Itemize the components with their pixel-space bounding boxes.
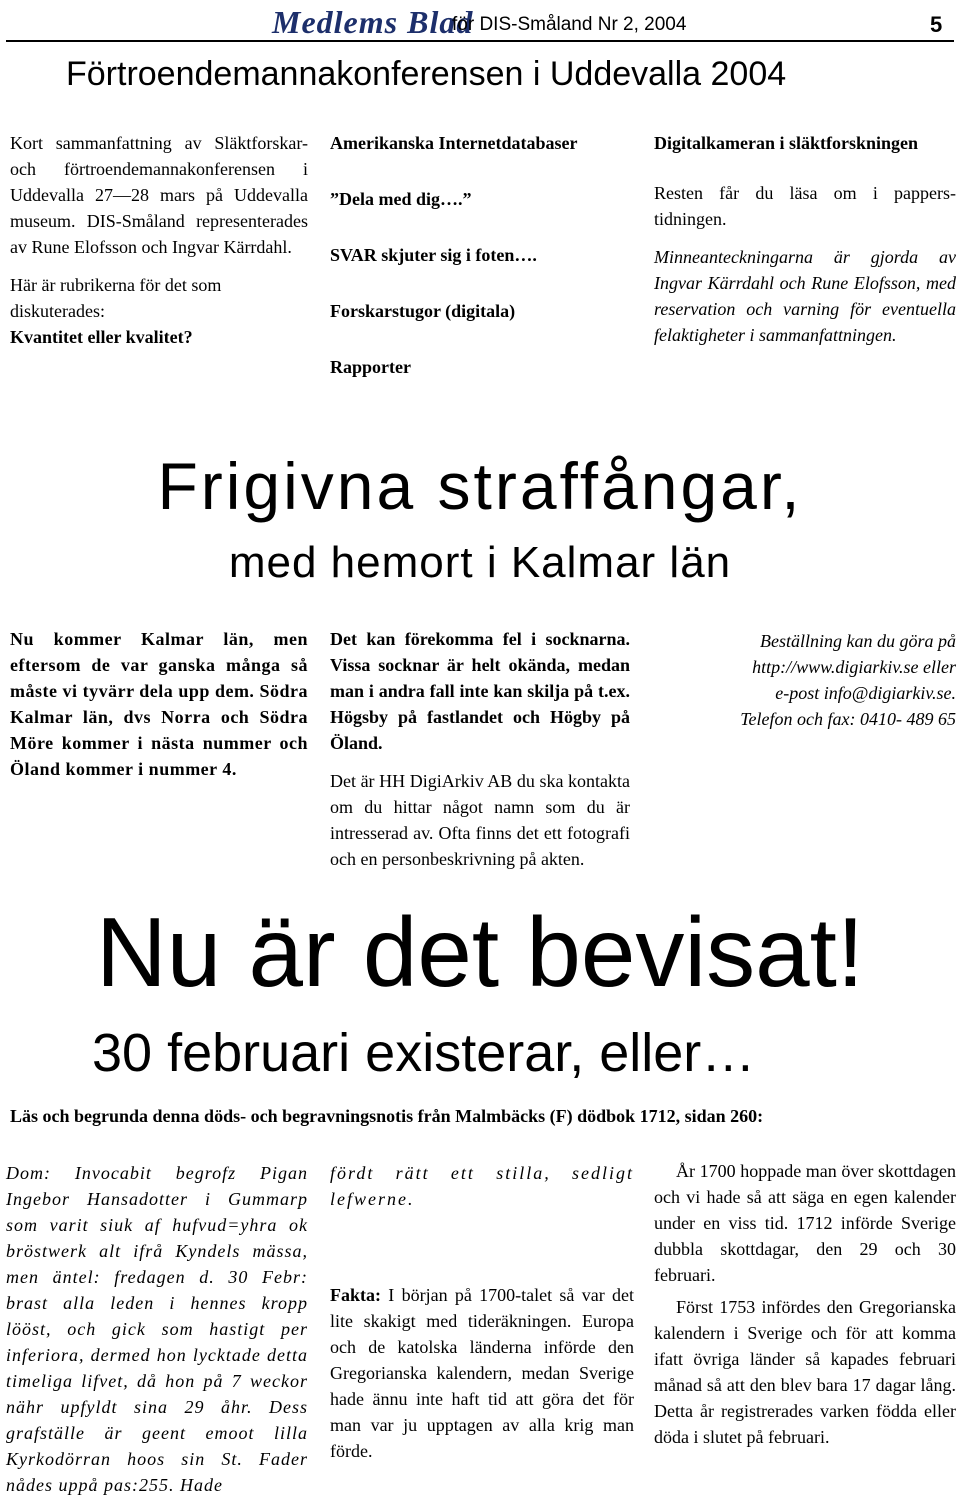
fakta-paragraph: [330, 1282, 634, 1464]
article3-intro: Läs och begrunda denna döds- och begravningsnotis från Malmbäcks (F) dödbok 1712, sidan 260:: [10, 1106, 764, 1126]
topic-item: SVAR skjuter sig i foten….: [330, 245, 537, 265]
topic-item: ”Dela med dig….”: [330, 189, 472, 209]
issue-label: för DIS-Småland Nr 2, 2004: [452, 14, 687, 35]
article3-paragraph-2: Först 1753 infördes den Gregorianska kalendern i Sverige och för att komma ifatt övriga länder så kapades februari månad så att den blev bara 17 dagar lång. Detta år registrerades varken födda eller döda i slutet på februari.: [654, 1297, 956, 1447]
contact-or: eller: [923, 657, 956, 677]
fakta-text: I början på 1700-talet så var det lite skakigt med tideräkningen. Europa och de katolska länderna införde den Gregorianska kalendern, medan Sverige hade ännu inte haft tid att göra det för man var ju upptagen av alla krig man förde.: [330, 1285, 634, 1461]
contact-email[interactable]: e-post info@digiarkiv.se.: [775, 683, 956, 703]
article3-subtitle: 30 februari existerar, eller…: [92, 1023, 756, 1083]
order-info: Beställning kan du göra på: [760, 631, 956, 651]
article1-title: Förtroendemannakonferensen i Uddevalla 2004: [66, 55, 787, 93]
article3-title: Nu är det bevisat!: [96, 897, 865, 1007]
topic-item: Forskarstugor (digitala): [330, 301, 516, 321]
contact-url[interactable]: http://www.digiarkiv.se: [752, 657, 919, 677]
article2-column-3: [654, 628, 956, 732]
article2-title: Frigivna straffångar,: [157, 449, 803, 523]
newsletter-logo: Medlems Blad: [272, 4, 474, 40]
topic-item: Kvantitet eller kvalitet?: [10, 327, 193, 347]
article2-subtitle: med hemort i Kalmar län: [228, 538, 732, 587]
article2-column-2: [330, 626, 630, 872]
fakta-label: Fakta:: [330, 1285, 381, 1305]
quote-continuation: fördt rätt ett stilla, sedligt lefwerne.: [330, 1163, 634, 1209]
contact-phone: Telefon och fax: 0410- 489 65: [740, 709, 956, 729]
header-rule: [6, 40, 954, 42]
topic-item: Rapporter: [330, 357, 411, 377]
article1-column-1: [10, 130, 308, 350]
topic-item: Amerikanska Internetdatabaser: [330, 133, 578, 153]
article1-column-3: [654, 130, 956, 348]
contact-url-line: [654, 654, 956, 680]
article1-intro: Här är rubrikerna för det som diskuterades:: [10, 275, 222, 321]
article1-rest: Resten får du läsa om i pappers-tidningen.: [654, 183, 956, 229]
article1-summary: Kort sammanfattning av Släktforskar- och förtroendemannakonferensen i Uddevalla 27—28 mars på Uddevalla museum. DIS-Småland representerades av Rune Elofsson och Ingvar Kärrdahl.: [10, 133, 308, 257]
quote-text: Dom: Invocabit begrofz Pigan Ingebor Hansadotter i Gummarp som varit siuk af hufvud=yhra ok bröstwerk alt ifrå Kyndels mässa, men äntel: fredagen d. 30 Febr: brast alla leden i hennes kropp lööst, och gick som hastigt per inferiora, dermed hon lycktade detta timeliga lifvet, då hon på 7 weckor nähr upfyldt sina 29 åhr. Dess grafställe är geent emoot lilla Kyrkodörran hoos sin St. Fader nådes uppå pas:255. Hade: [6, 1163, 308, 1495]
page-number: 5: [930, 12, 943, 37]
article3-column-3: [654, 1158, 956, 1450]
death-notice-quote: [6, 1160, 308, 1498]
article2-paragraph-1: Nu kommer Kalmar län, men eftersom de var ganska många så måste vi tyvärr dela upp dem. Södra Kalmar län, dvs Norra och Södra Möre kommer i nästa nummer och Öland kommer i nummer 4.: [10, 629, 308, 779]
article3-column-2: [330, 1160, 634, 1464]
article2-paragraph-3: Det är HH DigiArkiv AB du ska kontakta om du hittar något namn som du är intresserad av. Ofta finns det ett fotografi och en personbeskrivning på akten.: [330, 771, 630, 869]
article1-column-2: [330, 130, 630, 410]
article2-column-1: [10, 626, 308, 782]
article3-paragraph-1: År 1700 hoppade man över skottdagen och vi hade så att säga en egen kalender under en viss tid. 1712 införde Sverige dubbla skottdagar, den 29 och 30 februari.: [654, 1161, 956, 1285]
article1-note: Minneanteckningarna är gjorda av Ingvar Kärrdahl och Rune Elofsson, med reservation och varning för eventuella felaktigheter i sammanfattningen.: [654, 247, 956, 345]
topic-item: Digitalkameran i släktforskningen: [654, 133, 919, 153]
article2-paragraph-2: Det kan förekomma fel i socknarna. Vissa socknar är helt okända, medan man i andra fall inte kan skilja på t.ex. Högsby på fastlandet och Högby på Öland.: [330, 629, 630, 753]
